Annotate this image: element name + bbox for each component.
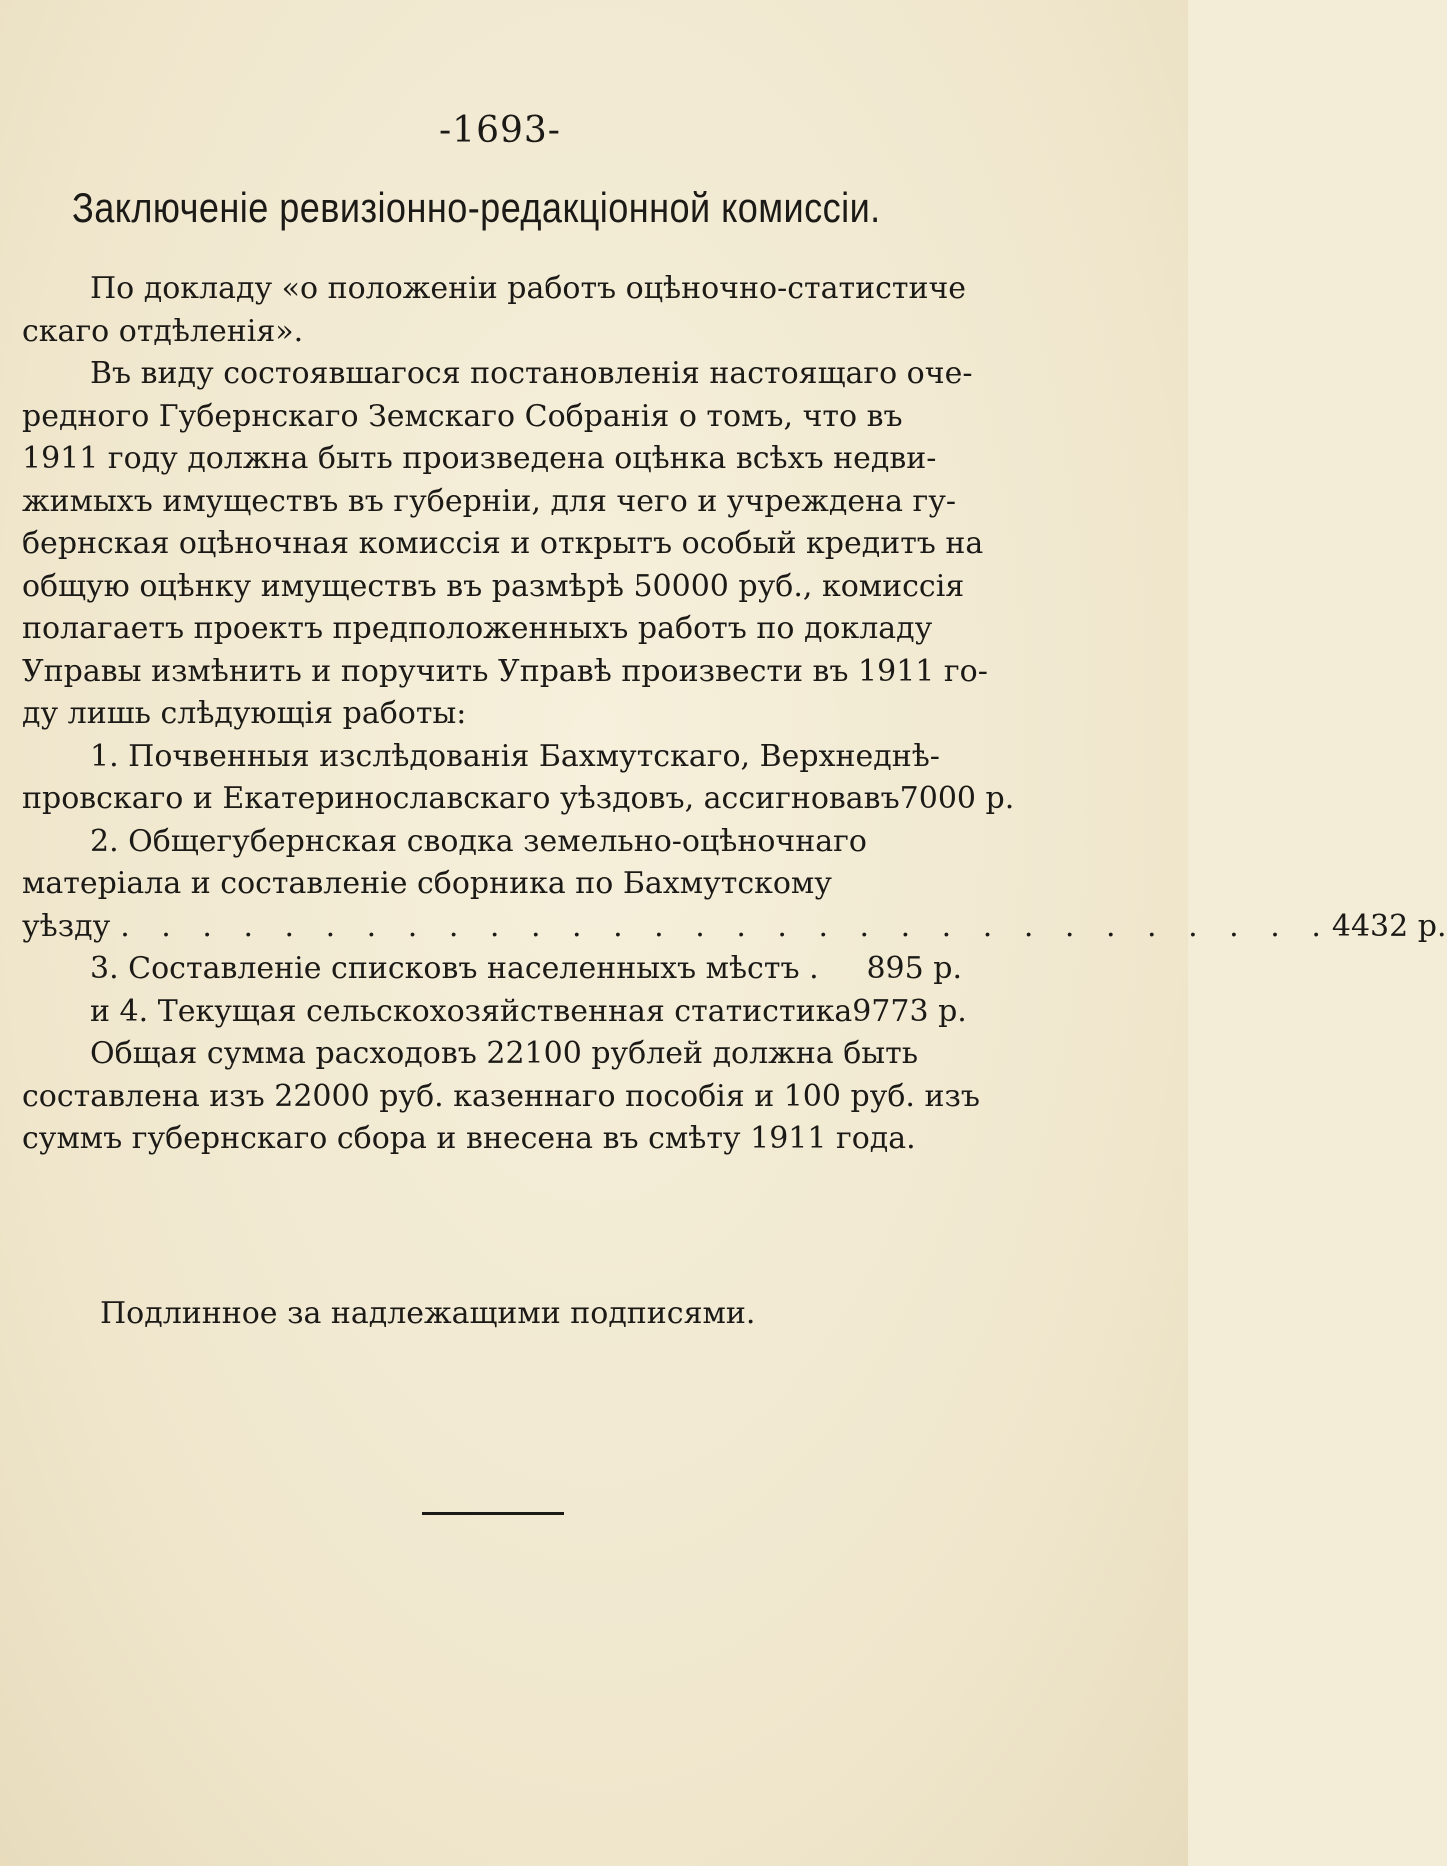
summary-line-1: Общая сумма расходовъ 22100 рублей должна быть bbox=[90, 1036, 919, 1071]
item-4-text: и 4. Текущая сельскохозяйственная статистика bbox=[90, 993, 853, 1029]
item-2-line-1: 2. Общегубернская сводка земельно-оцѣночнаго bbox=[90, 823, 867, 859]
closing-rule bbox=[422, 1512, 564, 1515]
section-title: Заключенiе ревизiонно-редакцiонной комиссiи. bbox=[72, 184, 881, 231]
paragraph-line-1: Въ виду состоявшагося постановленiя настоящаго оче- bbox=[90, 356, 973, 391]
item-4 bbox=[22, 991, 967, 1034]
item-2-line-3 bbox=[22, 906, 1447, 949]
intro-line-2: скаго отдѣленiя». bbox=[22, 313, 304, 349]
paragraph-line-9: ду лишь слѣдующiя работы: bbox=[22, 696, 467, 731]
item-3-amount: 895 р. bbox=[866, 951, 962, 986]
item-2-leader-dots: . . . . . . . . . . . . . . . . . . . . . . . . . . . . . . bbox=[120, 908, 1332, 944]
summary-line-3: суммъ губернскаго сбора и внесена въ смѣту 1911 года. bbox=[22, 1121, 916, 1156]
summary-line-2: составлена изъ 22000 руб. казеннаго пособiя и 100 руб. изъ bbox=[22, 1078, 980, 1114]
item-2-line-2: матерiала и составленiе сборника по Бахмутскому bbox=[22, 866, 832, 901]
paragraph-line-7: полагаетъ проектъ предположенныхъ работъ по докладу bbox=[22, 611, 933, 646]
paragraph-line-5: бернская оцѣночная комиссiя и открытъ особый кредитъ на bbox=[22, 526, 984, 561]
body-text bbox=[22, 268, 1447, 1161]
item-1-text: провскаго и Екатеринославскаго уѣздовъ, ассигновавъ bbox=[22, 781, 900, 816]
intro-line-1: По докладу «о положенiи работъ оцѣночно-статистиче bbox=[90, 271, 967, 306]
item-1-line-2 bbox=[22, 778, 1015, 821]
paragraph-line-3: 1911 году должна быть произведена оцѣнка всѣхъ недви- bbox=[22, 441, 937, 476]
item-2-text: уѣзду bbox=[22, 908, 111, 944]
paragraph-line-6: общую оцѣнку имуществъ въ размѣрѣ 50000 руб., комиссiя bbox=[22, 568, 965, 604]
paragraph-line-8: Управы измѣнить и поручить Управѣ произвести въ 1911 го- bbox=[22, 653, 988, 689]
item-1-amount: 7000 р. bbox=[899, 781, 1015, 816]
item-3-text: 3. Составленiе списковъ населенныхъ мѣстъ . bbox=[90, 951, 819, 986]
paragraph-line-2: редного Губернскаго Земскаго Собранiя о томъ, что въ bbox=[22, 398, 903, 434]
page-number: -1693- bbox=[439, 110, 561, 151]
item-1-line-1: 1. Почвенныя изслѣдованiя Бахмутскаго, Верхнеднѣ- bbox=[90, 738, 940, 774]
item-4-amount: 9773 р. bbox=[852, 993, 967, 1029]
closing-note: Подлинное за надлежащими подписями. bbox=[100, 1296, 756, 1331]
item-3 bbox=[22, 948, 962, 991]
paragraph-line-4: жимыхъ имуществъ въ губернiи, для чего и учреждена гу- bbox=[22, 483, 957, 519]
item-2-amount: 4432 р. bbox=[1331, 908, 1447, 944]
